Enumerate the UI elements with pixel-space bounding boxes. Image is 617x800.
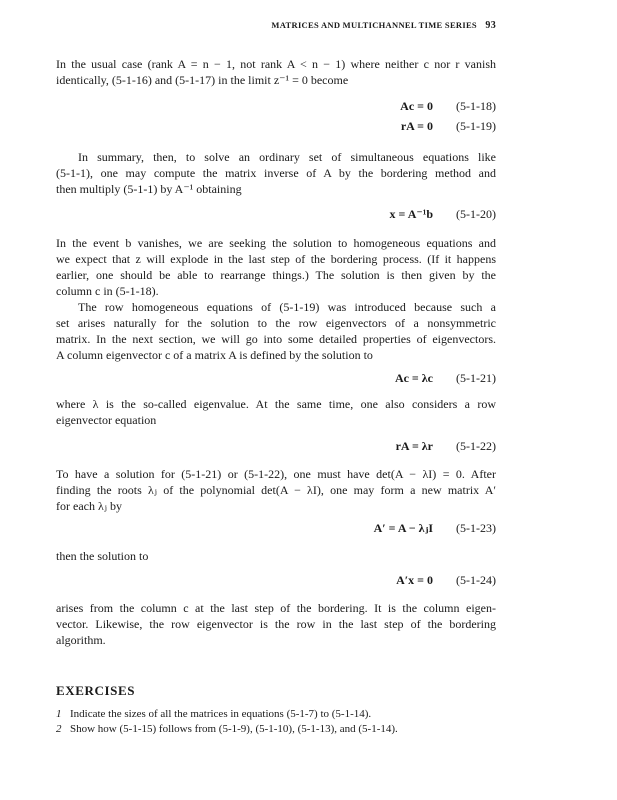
equation-expression: A′x = 0 — [396, 573, 433, 587]
exercise-number: 2 — [56, 723, 62, 735]
exercise-number: 1 — [56, 708, 62, 720]
text-line: In the event b vanishes, we are seeking the solution to homogeneous equations and — [56, 236, 496, 250]
text-line: To have a solution for (5-1-21) or (5-1-22), one must have det(A − λI) = 0. After — [56, 467, 496, 481]
exercise-text: Indicate the sizes of all the matrices in equations (5-1-7) to (5-1-14). — [70, 708, 372, 720]
text-line: A column eigenvector c of a matrix A is defined by the solution to — [56, 348, 373, 362]
paragraph-determinant — [56, 466, 496, 514]
equation-expression: Ac = λc — [394, 371, 433, 385]
text-line: (5-1-1), one may compute the matrix inverse of A by the bordering method and — [56, 166, 496, 180]
text-line: for each λⱼ by — [56, 499, 122, 513]
text-line: eigenvector equation — [56, 413, 157, 427]
equation-expression: rA = 0 — [400, 119, 433, 133]
paragraph-summary — [56, 149, 496, 197]
equation-expression: Ac = 0 — [400, 99, 433, 113]
text-line: matrix. In the next section, we will go into some detailed properties of eigenvectors. — [56, 332, 496, 346]
equation-number: (5-1-20) — [456, 207, 496, 221]
text-line: algorithm. — [56, 633, 106, 647]
paragraph-then — [56, 548, 496, 564]
equation-5-1-19 — [401, 118, 496, 134]
running-title: MATRICES AND MULTICHANNEL TIME SERIES — [271, 20, 477, 30]
running-header — [56, 20, 496, 31]
equation-5-1-20 — [390, 206, 496, 222]
equation-5-1-24 — [396, 572, 496, 588]
equation-expression: A′ = A − λⱼI — [373, 521, 433, 535]
equation-number: (5-1-21) — [456, 371, 496, 385]
paragraph-eigenvalue — [56, 396, 496, 428]
text-line: vector. Likewise, the row eigenvector is the row in the last step of the bordering — [56, 617, 496, 631]
equation-5-1-18 — [400, 98, 496, 114]
text-line: then the solution to — [56, 549, 149, 563]
equation-expression: x = A⁻¹b — [389, 207, 433, 221]
text-line: In the usual case (rank A = n − 1, not rank A < n − 1) where neither c nor r vanish — [56, 57, 496, 71]
page-number: 93 — [485, 20, 496, 31]
equation-number: (5-1-19) — [456, 119, 496, 133]
exercise-item — [56, 722, 398, 736]
equation-5-1-21 — [395, 370, 496, 386]
equation-number: (5-1-24) — [456, 573, 496, 587]
text-line: where λ is the so-called eigenvalue. At the same time, one also considers a row — [56, 397, 496, 411]
equation-expression: rA = λr — [395, 439, 433, 453]
text-line: In summary, then, to solve an ordinary set of simultaneous equations like — [78, 150, 496, 164]
text-line: identically, (5-1-16) and (5-1-17) in the limit z⁻¹ = 0 become — [56, 73, 349, 87]
text-line: set arises naturally for the solution to the row eigenvectors of a nonsymmetric — [56, 316, 496, 330]
equation-number: (5-1-18) — [456, 99, 496, 113]
paragraph-rank-case — [56, 56, 496, 88]
paragraph-homogeneous — [56, 235, 496, 363]
text-line: The row homogeneous equations of (5-1-19) was introduced because such a — [78, 300, 496, 314]
equation-number: (5-1-23) — [456, 521, 496, 535]
text-line: we expect that z will explode in the last step of the bordering process. (If it happens — [56, 252, 496, 266]
equation-5-1-22 — [396, 438, 496, 454]
text-line: then multiply (5-1-1) by A⁻¹ obtaining — [56, 182, 242, 196]
text-line: column c in (5-1-18). — [56, 284, 159, 298]
exercise-item — [56, 707, 371, 721]
text-line: earlier, one should be able to rearrange things.) The solution is then given by the — [56, 268, 496, 282]
exercises-heading: EXERCISES — [56, 683, 136, 698]
exercise-text: Show how (5-1-15) follows from (5-1-9), (5-1-10), (5-1-13), and (5-1-14). — [70, 723, 398, 735]
text-line: finding the roots λⱼ of the polynomial det(A − λI), one may form a new matrix A′ — [56, 483, 496, 497]
paragraph-column-eigenvector — [56, 600, 496, 648]
equation-number: (5-1-22) — [456, 439, 496, 453]
equation-5-1-23 — [374, 520, 496, 536]
text-line: arises from the column c at the last step of the bordering. It is the column eigen- — [56, 601, 496, 615]
